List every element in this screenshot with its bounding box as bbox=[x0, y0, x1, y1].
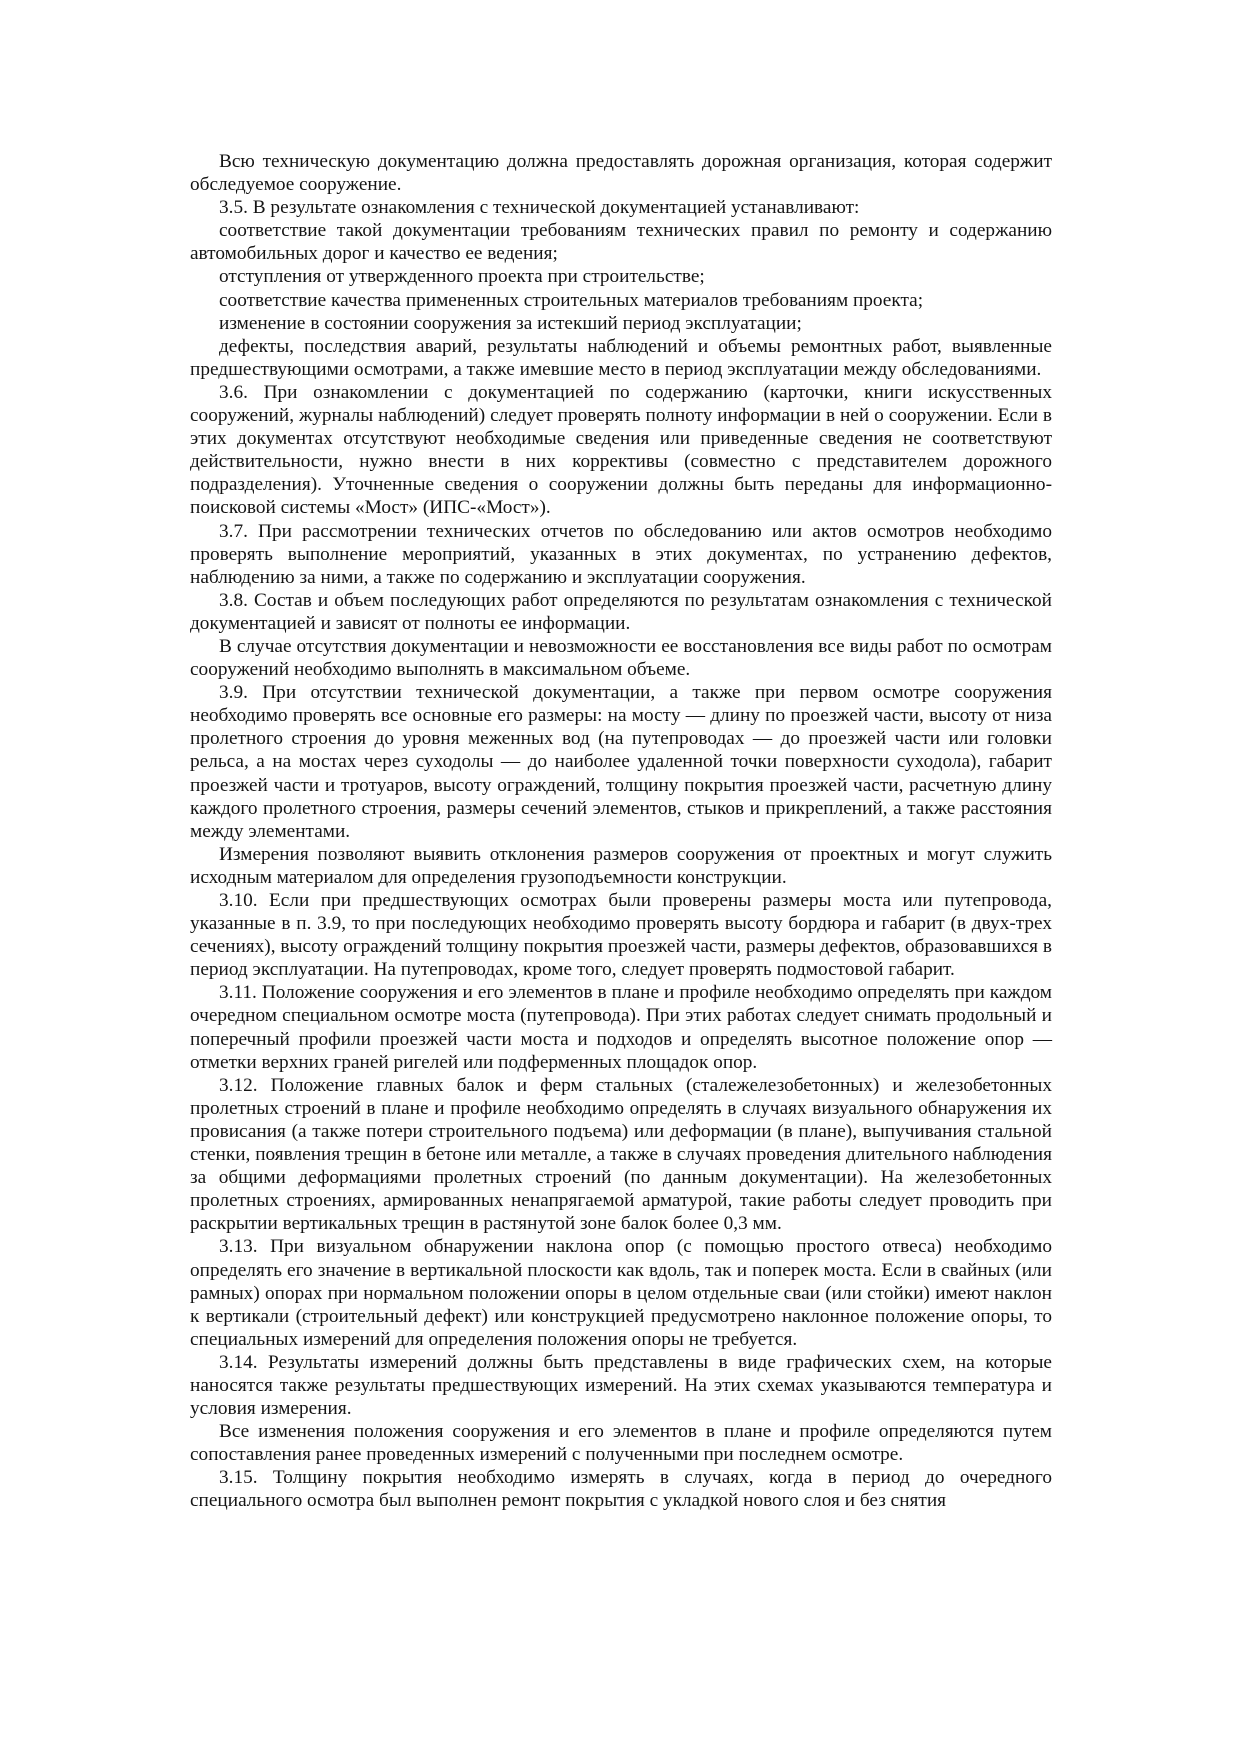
paragraph: 3.5. В результате ознакомления с технической документацией устанавливают: bbox=[219, 197, 860, 219]
paragraph: 3.7. При рассмотрении технических отчетов по обследованию или актов осмотров необходимо проверять выполнение мероприятий, указанных в этих документах, по устранению дефектов, наблюдению за ними, а также по содержанию и эксплуатации сооружения. bbox=[190, 520, 1052, 588]
paragraph: 3.10. Если при предшествующих осмотрах были проверены размеры моста или путепровода, указанные в п. 3.9, то при последующих необходимо проверять высоту бордюра и габарит (в двух-трех сечениях), высоту ограждений толщину покрытия проезжей части, размеры дефектов, образовавшихся в период эксплуатации. На путепроводах, кроме того, следует проверять подмостовой габарит. bbox=[190, 890, 1052, 981]
paragraph: Все изменения положения сооружения и его элементов в плане и профиле определяются путем сопоставления ранее проведенных измерений с полученными при последнем осмотре. bbox=[190, 1421, 1052, 1466]
paragraph: 3.9. При отсутствии технической документации, а также при первом осмотре сооружения необходимо проверять все основные его размеры: на мосту — длину по проезжей части, высоту от низа пролетного строения до уровня меженных вод (на путепроводах — до проезжей части или головки рельса, а на мостах через суходолы — до наиболее удаленной точки поверхности суходола), габарит проезжей части и тротуаров, высоту ограждений, толщину покрытия проезжей части, расчетную длину каждого пролетного строения, размеры сечений элементов, стыков и прикреплений, а также расстояния между элементами. bbox=[190, 682, 1052, 842]
paragraph: дефекты, последствия аварий, результаты наблюдений и объемы ремонтных работ, выявленные предшествующими осмотрами, а также имевшие место в период эксплуатации между обследованиями. bbox=[190, 335, 1052, 380]
paragraph: соответствие такой документации требованиям технических правил по ремонту и содержанию автомобильных дорог и качество ее ведения; bbox=[190, 220, 1052, 265]
paragraph: изменение в состоянии сооружения за истекший период эксплуатации; bbox=[219, 312, 802, 334]
paragraph: отступления от утвержденного проекта при строительстве; bbox=[219, 266, 705, 288]
paragraph: 3.13. При визуальном обнаружении наклона опор (с помощью простого отвеса) необходимо определять его значение в вертикальной плоскости как вдоль, так и поперек моста. Если в свайных (или рамных) опорах при нормальном положении опоры в целом отдельные сваи (или стойки) имеют наклон к вертикали (строительный дефект) или конструкцией предусмотрено наклонное положение опоры, то специальных измерений для определения положения опоры не требуется. bbox=[190, 1236, 1052, 1350]
paragraph: Измерения позволяют выявить отклонения размеров сооружения от проектных и могут служить исходным материалом для определения грузоподъемности конструкции. bbox=[190, 843, 1052, 888]
paragraph: 3.8. Состав и объем последующих работ определяются по результатам ознакомления с технической документацией и зависят от полноты ее информации. bbox=[190, 589, 1052, 634]
paragraph: соответствие качества примененных строительных материалов требованиям проекта; bbox=[219, 289, 924, 311]
paragraph: 3.12. Положение главных балок и ферм стальных (сталежелезобетонных) и железобетонных пролетных строений в плане и профиле необходимо определять в случаях визуального обнаружения их провисания (а также потери строительного подъема) или деформации (в плане), выпучивания стальной стенки, появления трещин в бетоне или металле, а также в случаях проведения длительного наблюдения за общими деформациями пролетных строений (по данным документации). На железобетонных пролетных строениях, армированных ненапрягаемой арматурой, такие работы следует проводить при раскрытии вертикальных трещин в растянутой зоне балок более 0,3 мм. bbox=[190, 1074, 1052, 1235]
paragraph: В случае отсутствия документации и невозможности ее восстановления все виды работ по осмотрам сооружений необходимо выполнять в максимальном объеме. bbox=[190, 635, 1052, 681]
paragraph: 3.6. При ознакомлении с документацией по содержанию (карточки, книги искусственных сооружений, журналы наблюдений) следует проверять полноту информации в ней о сооружении. Если в этих документах отсутствуют необходимые сведения или приведенные сведения не соответствуют действительности, нужно внести в них коррективы (совместно с представителем дорожного подразделения). Уточненные сведения о сооружении должны быть переданы для информационно-поисковой системы «Мост» (ИПС-«Мост»). bbox=[190, 381, 1052, 519]
document-body bbox=[190, 150, 1052, 1513]
paragraph: 3.11. Положение сооружения и его элементов в плане и профиле необходимо определять при каждом очередном специальном осмотре моста (путепровода). При этих работах следует снимать продольный и поперечный профили проезжей части моста и подходов и определять высотное положение опор — отметки верхних граней ригелей или подферменных площадок опор. bbox=[190, 982, 1052, 1073]
paragraph: Всю техническую документацию должна предоставлять дорожная организация, которая содержит обследуемое сооружение. bbox=[190, 151, 1052, 196]
paragraph: 3.15. Толщину покрытия необходимо измерять в случаях, когда в период до очередного специального осмотра был выполнен ремонт покрытия с укладкой нового слоя и без снятия bbox=[190, 1467, 1052, 1512]
paragraph: 3.14. Результаты измерений должны быть представлены в виде графических схем, на которые наносятся также результаты предшествующих измерений. На этих схемах указываются температура и условия измерения. bbox=[190, 1351, 1052, 1420]
